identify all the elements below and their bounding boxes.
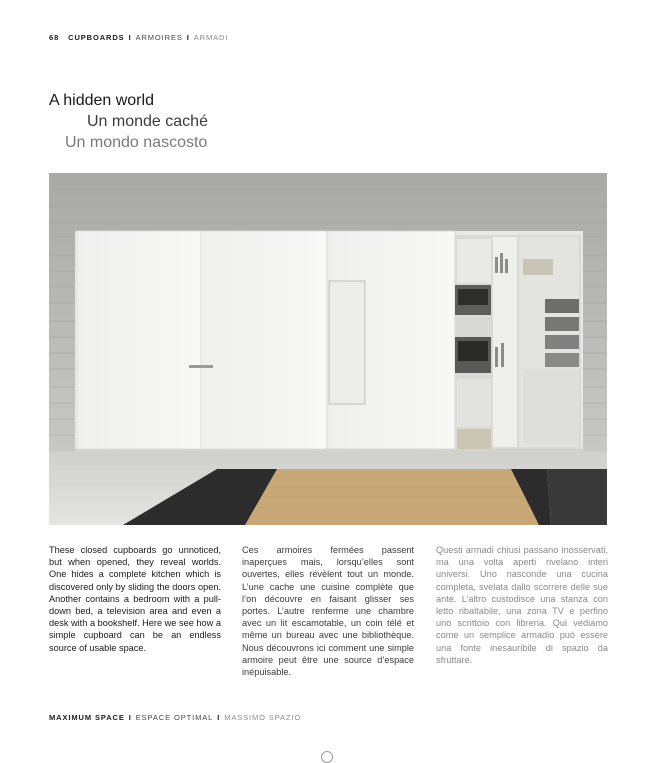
footer-title-en: MAXIMUM SPACE — [49, 713, 125, 722]
footer-title-it: MASSIMO SPAZIO — [224, 713, 302, 722]
header-separator: I — [186, 33, 190, 42]
header-category-it: ARMADI — [193, 33, 229, 42]
pantry-drawer — [545, 317, 579, 331]
registration-mark-icon — [321, 751, 333, 763]
pantry-drawer — [545, 353, 579, 367]
page-number: 68 — [49, 33, 60, 42]
header-category-fr: ARMOIRES — [135, 33, 183, 42]
body-text-fr: Ces armoires fermées passent inaperçues mais, lorsqu’elles sont ouvertes, elles révèlent tout un monde. L’une cache une cuisine complète que l’on découvre en faisant glisser ses portes. L’autre renferme une chambre avec un lit escamotable, un coin télé et même un bureau avec une bibliothèque. Nous découvrons ici comment une simple armoire peut être une source d’espace inépuisable. — [242, 545, 414, 678]
pantry-drawer — [545, 335, 579, 349]
footer-separator: I — [128, 713, 132, 722]
cupboard-kitchen-photo — [49, 173, 607, 525]
oven-window — [458, 289, 488, 305]
kitchen-shelf — [457, 239, 491, 283]
body-text-it: Questi armadi chiusi passano inosservati, ma una volta aperti rivelano interi universi. Uno nasconde una cucina completa, svelata dallo scorrere delle sue ante. L’altro custodisce una stanza con letto ribaltabile, una zona TV e perfino uno scrittoio con libreria. Qui vediamo come un semplice armadio può essere una fonte inesauribile di spazio da sfruttare. — [436, 545, 608, 665]
cupboard-plinth — [75, 449, 583, 453]
fridge-door — [523, 369, 579, 443]
page-title-fr: Un monde caché — [87, 113, 208, 130]
dark-rug-edge — [547, 469, 607, 525]
footer-separator: I — [217, 713, 221, 722]
cupboard-door — [77, 231, 201, 449]
kitchen-shelf — [457, 379, 491, 427]
running-header — [49, 33, 228, 42]
door-handle — [189, 365, 213, 368]
body-text-en: These closed cupboards go unnoticed, but when opened, they reveal worlds. One hides a complete kitchen which is discovered only by sliding the doors open. Another contains a bedroom with a pull-down bed, a television area and even a desk with a bookshelf. Here we see how a simple cupboard can be an endless source of usable space. — [49, 545, 221, 653]
page-title-it: Un mondo nascosto — [65, 134, 208, 151]
header-separator: I — [128, 33, 132, 42]
photo-illustration — [49, 173, 607, 525]
header-category-en: CUPBOARDS — [68, 33, 125, 42]
pantry-drawer — [545, 299, 579, 313]
pantry-box — [523, 259, 553, 275]
kitchen-bin — [457, 429, 491, 449]
page-title-en: A hidden world — [49, 92, 154, 109]
door-handle-recess — [329, 281, 365, 404]
microwave-window — [458, 341, 488, 361]
footer-title-fr: ESPACE OPTIMAL — [135, 713, 214, 722]
cupboard-door — [201, 231, 327, 449]
running-footer — [49, 713, 301, 722]
